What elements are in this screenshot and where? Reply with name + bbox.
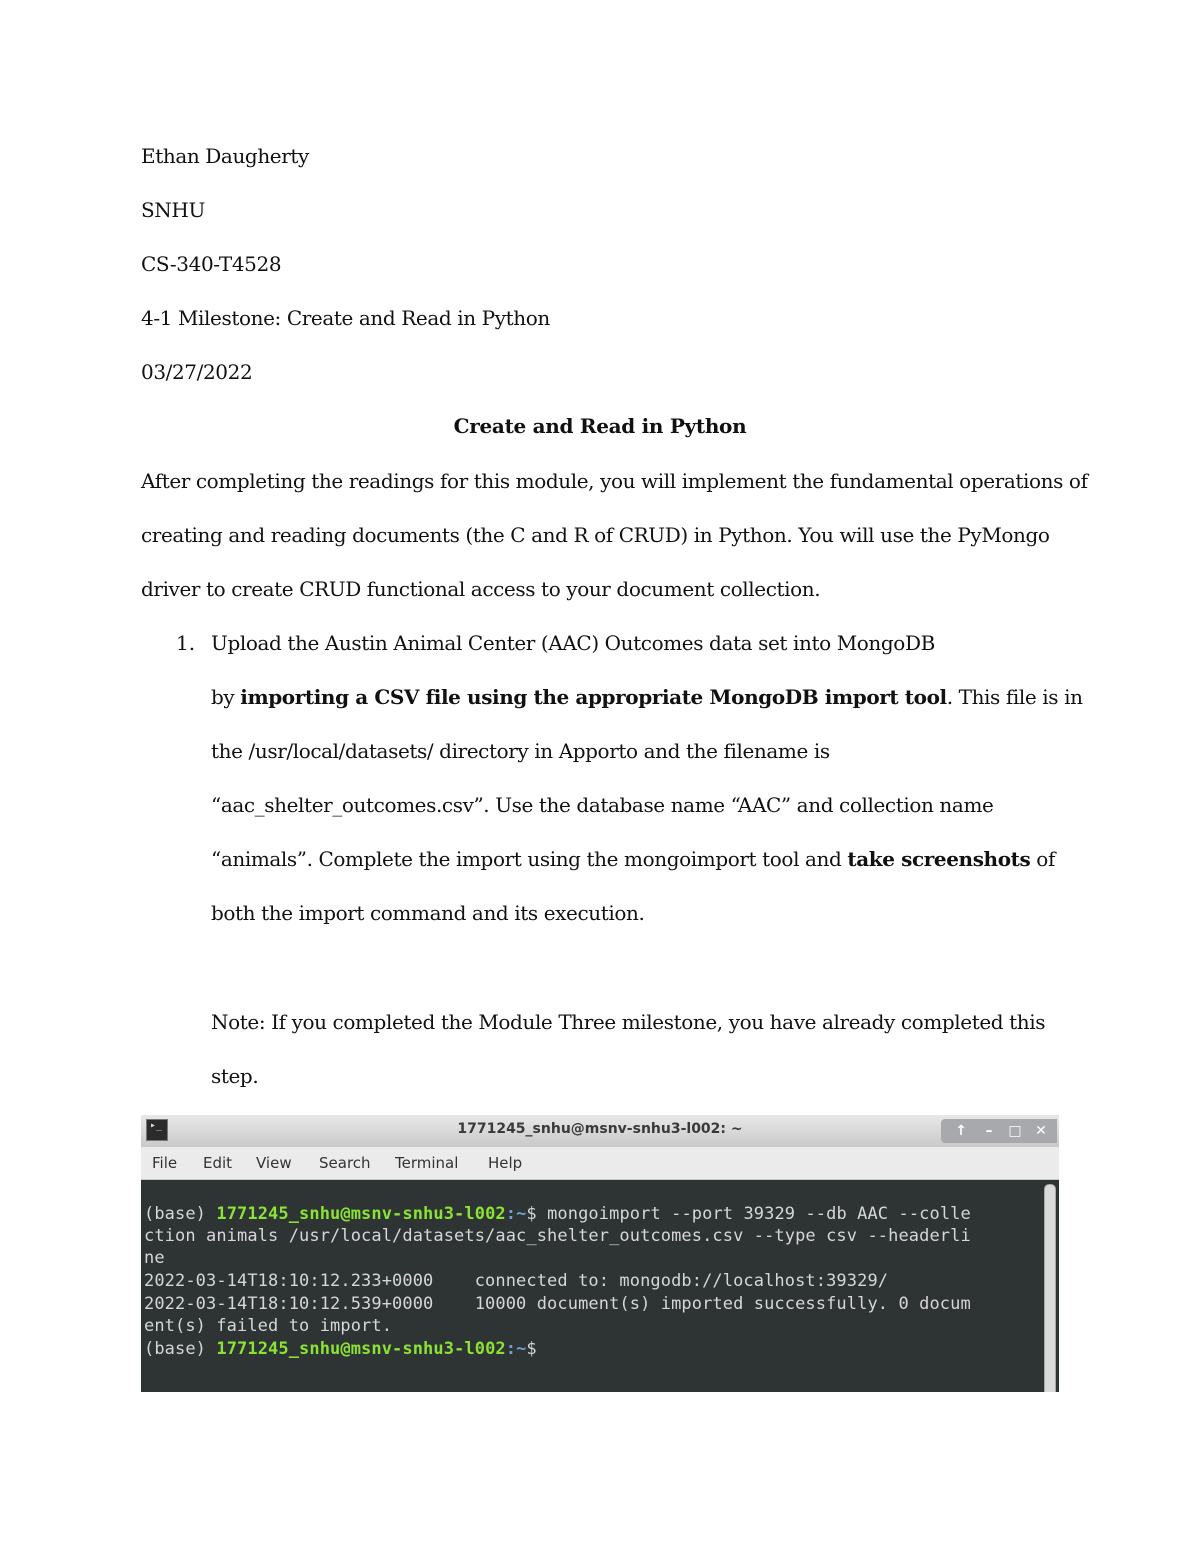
terminal-titlebar — [141, 1115, 1059, 1147]
terminal-menubar — [141, 1147, 1059, 1180]
course-code: CS-340-T4528 — [141, 252, 282, 276]
list-item-line-5-bold: take screenshots — [847, 847, 1031, 871]
list-item-line-2-bold: importing a CSV file using the appropriate MongoDB import tool — [240, 685, 947, 709]
document-title: Create and Read in Python — [453, 414, 747, 438]
list-item-line-4: “aac_shelter_outcomes.csv”. Use the database name “AAC” and collection name — [211, 793, 994, 817]
terminal-output[interactable] — [141, 1180, 1041, 1392]
terminal-app-icon: ▸_ — [146, 1119, 168, 1141]
final-prompt-symbol: $ — [526, 1339, 537, 1359]
intro-line-1: After completing the readings for this module, you will implement the fundamental operations of — [141, 469, 1088, 493]
prompt-symbol: $ — [526, 1204, 548, 1224]
menu-search[interactable]: Search — [319, 1154, 371, 1172]
prompt-path: :~ — [505, 1204, 527, 1224]
list-item-line-2 — [211, 683, 1083, 711]
note-line-1: Note: If you completed the Module Three milestone, you have already completed this — [211, 1010, 1046, 1034]
prompt-user: 1771245_snhu@msnv-snhu3-l002 — [216, 1204, 506, 1224]
prompt-env: (base) — [144, 1204, 217, 1224]
terminal-command-line — [144, 1203, 971, 1225]
terminal-final-prompt — [144, 1338, 537, 1360]
menu-terminal[interactable]: Terminal — [395, 1154, 459, 1172]
menu-file[interactable]: File — [152, 1154, 178, 1172]
maximize-icon[interactable]: □ — [1008, 1123, 1022, 1139]
terminal-scrollbar[interactable] — [1041, 1180, 1059, 1392]
log-line-imported: 2022-03-14T18:10:12.539+0000 10000 document(s) imported successfully. 0 docum — [144, 1294, 971, 1314]
list-item-line-2-post: . This file is in — [946, 685, 1083, 709]
list-item-line-1: Upload the Austin Animal Center (AAC) Outcomes data set into MongoDB — [211, 631, 935, 655]
command-text-2: ction animals /usr/local/datasets/aac_shelter_outcomes.csv --type csv --headerli — [144, 1226, 971, 1246]
assignment-name: 4-1 Milestone: Create and Read in Python — [141, 306, 550, 330]
log-line-failed: ent(s) failed to import. — [144, 1316, 393, 1336]
command-text-3: ne — [144, 1248, 165, 1268]
list-item-line-3: the /usr/local/datasets/ directory in Apporto and the filename is — [211, 739, 830, 763]
terminal-window-title: 1771245_snhu@msnv-snhu3-l002: ~ — [457, 1121, 743, 1137]
author-name: Ethan Daugherty — [141, 144, 309, 168]
minimize-icon[interactable]: – — [985, 1123, 993, 1139]
terminal-screenshot — [141, 1115, 1059, 1392]
list-item-line-5 — [211, 845, 1055, 873]
list-item-line-5-pre: “animals”. Complete the import using the mongoimport tool and — [211, 847, 848, 871]
close-icon[interactable]: ✕ — [1035, 1123, 1047, 1139]
document-date: 03/27/2022 — [141, 360, 253, 384]
final-prompt-user: 1771245_snhu@msnv-snhu3-l002 — [216, 1339, 506, 1359]
command-text-1: mongoimport --port 39329 --db AAC --colle — [547, 1204, 971, 1224]
log-line-connected: 2022-03-14T18:10:12.233+0000 connected to: mongodb://localhost:39329/ — [144, 1271, 889, 1291]
final-prompt-env: (base) — [144, 1339, 217, 1359]
menu-help[interactable]: Help — [488, 1154, 523, 1172]
final-prompt-path: :~ — [505, 1339, 527, 1359]
window-controls — [941, 1119, 1057, 1143]
keep-above-icon[interactable]: ↑ — [955, 1123, 967, 1139]
intro-line-2: creating and reading documents (the C and R of CRUD) in Python. You will use the PyMongo — [141, 523, 1050, 547]
menu-view[interactable]: View — [256, 1154, 292, 1172]
list-item-line-2-pre: by — [211, 685, 241, 709]
scrollbar-thumb[interactable] — [1044, 1184, 1056, 1392]
list-number: 1. — [176, 631, 196, 655]
list-item-line-5-post: of — [1030, 847, 1055, 871]
note-line-2: step. — [211, 1064, 259, 1088]
intro-line-3: driver to create CRUD functional access to your document collection. — [141, 577, 821, 601]
menu-edit[interactable]: Edit — [203, 1154, 233, 1172]
school-name: SNHU — [141, 198, 205, 222]
list-item-line-6: both the import command and its execution. — [211, 901, 645, 925]
